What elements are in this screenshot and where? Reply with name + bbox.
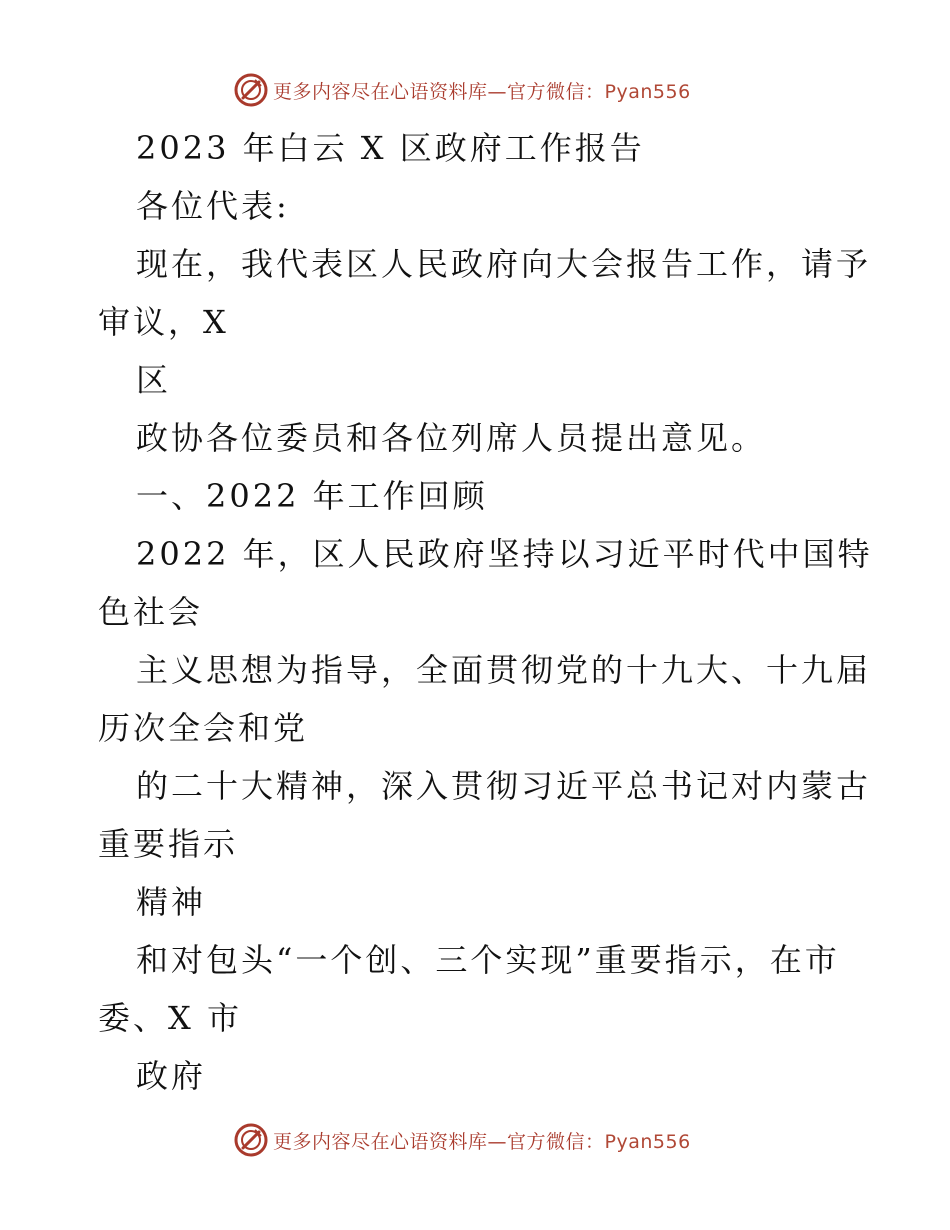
paragraph-line: 2022 年，区人民政府坚持以习近平时代中国特 — [136, 535, 873, 573]
watermark-footer — [233, 1122, 733, 1158]
paragraph-line: 和对包头“一个创、三个实现”重要指示，在市 — [136, 941, 840, 979]
paragraph-line: 主义思想为指导，全面贯彻党的十九大、十九届 — [136, 651, 872, 689]
paragraph-line: 委、X 市 — [98, 999, 242, 1037]
salutation: 各位代表: — [136, 187, 290, 225]
watermark-text: 更多内容尽在心语资料库—官方微信：Pyan556 — [273, 80, 691, 103]
watermark-id: Pyan556 — [604, 1130, 691, 1153]
paragraph-line: 历次全会和党 — [98, 709, 309, 747]
paragraph-line: 精神 — [136, 883, 207, 921]
paragraph-line: 重要指示 — [98, 825, 239, 863]
watermark-id: Pyan556 — [604, 80, 691, 103]
watermark-text: 更多内容尽在心语资料库—官方微信：Pyan556 — [273, 1130, 691, 1153]
paragraph-line: 区 — [136, 361, 172, 399]
document-title: 2023 年白云 X 区政府工作报告 — [136, 129, 645, 167]
watermark-header — [233, 72, 733, 108]
paragraph-line: 政府 — [136, 1057, 207, 1095]
paragraph-line: 政协各位委员和各位列席人员提出意见。 — [136, 419, 767, 457]
seal-logo-icon — [233, 1122, 269, 1158]
paragraph-line: 的二十大精神，深入贯彻习近平总书记对内蒙古 — [136, 767, 872, 805]
paragraph-line: 色社会 — [98, 593, 204, 631]
paragraph-line: 审议，X — [98, 303, 229, 341]
paragraph-line: 现在，我代表区人民政府向大会报告工作，请予 — [136, 245, 872, 283]
seal-logo-icon — [233, 72, 269, 108]
section-heading: 一、2022 年工作回顾 — [136, 477, 488, 515]
